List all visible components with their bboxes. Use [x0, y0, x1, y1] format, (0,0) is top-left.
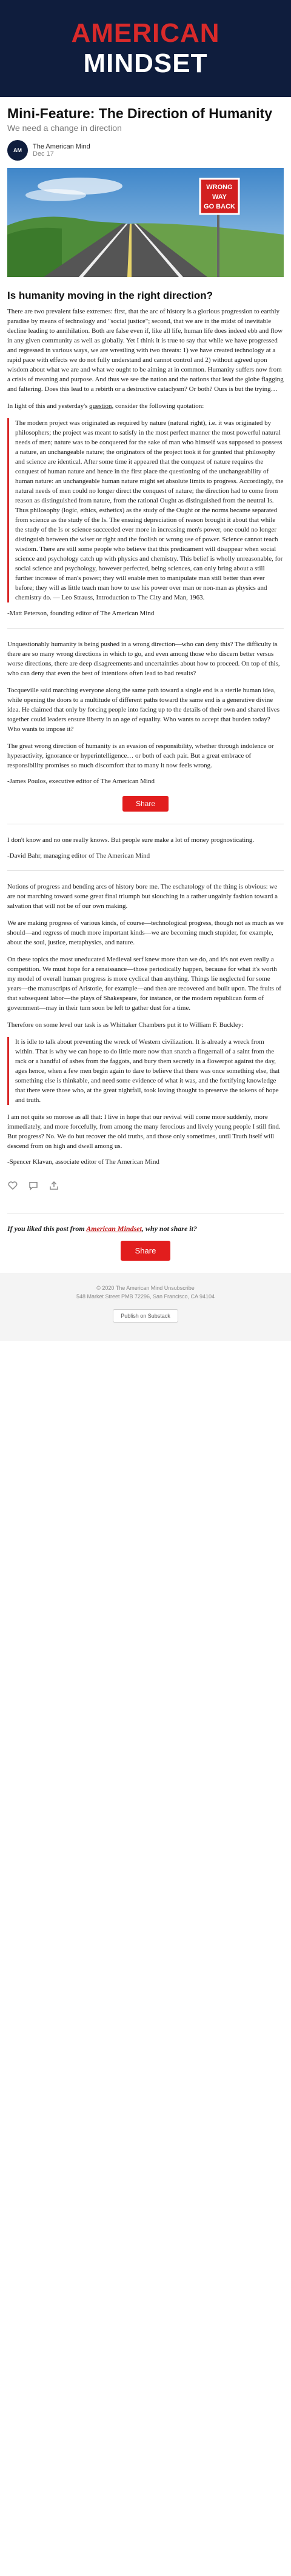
- masthead: [0, 0, 291, 97]
- comment-icon[interactable]: [28, 1180, 39, 1191]
- paragraph: [7, 401, 284, 411]
- quote-text: It is idle to talk about preventing the wreck of Western civilization. It is already a wreck from within. That is why we can hope to do little more now than snatch a fingernail of a saint from the rack or a handful of ashes from the faggots, and bury them secretly in a flowerpot against the day, ages hence, when a few men begin again to dare to believe that there was once something else, that something else is thinkable, and need some evidence of what it was, and the fortifying knowledge that there were those who, at the great nightfall, took loving thought to preserve the tokens of hope and truth.: [15, 1038, 280, 1104]
- avatar[interactable]: AM: [7, 140, 28, 161]
- quote-text: The modern project was originated as required by nature (natural right), i.e. it was originated by philosophers; the project was meant to satisfy in the most perfect manner the most powerful natural needs of men; nature was to be conquered for the sake of man who himself was supposed to possess a nature, an unchangeable nature; the originators of the project took it for granted that philosophy and science are identical. After some time it appeared that the conquest of nature requires the conquest of human nature and hence in the first place the questioning of the unchangeability of human nature: an unchangeable human nature might set absolute limits to progress. Accordingly, the natural needs of men could no longer direct the conquest of nature; the direction had to come from reason as distinguished from nature, from the rational Ought as distinguished from the neutral Is. Thus philosophy (logic, ethics, esthetics) as the study of the Ought or the norms became separated from science as the study of the Is. The ensuing depreciation of reason brought it about that while the study of the Is or science succeeded ever more in increasing men's power, one could no longer distinguish between the wiser or right and the foolish or wrong use of power. Science cannot teach wisdom. There are still some people who believe that this predicament will disappear when social science and psychology catch up with physics and chemistry. This belief is wholly unreasonable, for social science and psychology, however perfected, being sciences, can only bring about a still further increase of man's power; they will enable men to manipulate man still better than ever before; they will as little teach man how to use his power over man or non-man as physics and chemistry do. — Leo Strauss, Introduction to The City and Man, 1963.: [15, 419, 284, 601]
- byline: [7, 140, 284, 161]
- section-heading: Is humanity moving in the right direction?: [7, 290, 213, 301]
- masthead-line1: AMERICAN: [71, 18, 220, 48]
- paragraph: I don't know and no one really knows. But people sure make a lot of money prognosticating.: [7, 836, 255, 844]
- attribution: -Spencer Klavan, associate editor of The American Mind: [7, 1158, 159, 1166]
- question-link[interactable]: question: [89, 402, 112, 410]
- text-run: In light of this and yesterday's: [7, 402, 90, 410]
- divider: [7, 870, 284, 871]
- paragraph: Notions of progress and bending arcs of history bore me. The eschatology of the thing is obvious: we are not marching toward some great final triumph but slouching in a rather ungainly fashion toward a salvation that will not be of our own making.: [7, 883, 278, 910]
- attribution: -David Bahr, managing editor of The American Mind: [7, 852, 150, 859]
- publication-link[interactable]: American Mindset: [86, 1224, 142, 1233]
- share-prompt: [7, 1224, 284, 1233]
- post-title: Mini-Feature: The Direction of Humanity: [7, 105, 273, 121]
- paragraph: There are two prevalent false extremes: first, that the arc of history is a glorious progression to earthly paradise by means of technology and "social justice"; second, that we are in the midst of inevitable decline leading to annihilation. Both are false even if, like all life, human life does indeed ebb and flow in any given community as well as globally. Yet I think it is true to say that while we have progressed and regressed in various ways, we are wrestling with two threats: 1) we have created technology at a rapid pace with effects we do not fully understand and cannot control and 2) without agreed upon wisdom about what we are and what we ought to be aiming at in common. Humanity suffers now from a crisis of meaning and purpose. And thus we see the nation and the nations that lead the globe flagging and faltering. Does this lead to a rebirth or a destructive cataclysm? Or both? Ours is but the trying…: [7, 308, 284, 393]
- footer: [0, 1273, 291, 1341]
- author-name[interactable]: The American Mind: [33, 143, 90, 150]
- paragraph: On these topics the most uneducated Medieval serf knew more than we do, and it's not even really a competition. We must hope for a renaissance—those periodically happen, because for what it's worth my model of overall human progress is more cyclical than anything. Things lie neglected for some years—the manuscripts of Aristotle, for example—and then are recovered and built upon. The fruits of that subsequent labor—the plays of Shakespeare, for instance, or the modern republican form of government—may in their turn soon be left to gather dust for a time.: [7, 956, 281, 1012]
- address: 548 Market Street PMB 72296, San Francisco, CA 94104: [76, 1293, 215, 1300]
- post-date: Dec 17: [33, 150, 54, 158]
- blockquote: [7, 418, 284, 602]
- paragraph: Therefore on some level our task is as Whittaker Chambers put it to William F. Buckley:: [7, 1021, 244, 1029]
- hero-image: [7, 168, 284, 277]
- post-subtitle: We need a change in direction: [7, 123, 122, 133]
- text-run: , why not share it?: [141, 1224, 197, 1233]
- text-run: , consider the following quotation:: [112, 402, 204, 410]
- attribution: -Matt Peterson, founding editor of The American Mind: [7, 610, 155, 617]
- sign-line1: WRONG: [206, 184, 233, 191]
- publish-on-substack-button[interactable]: Publish on Substack: [113, 1309, 178, 1323]
- share-button[interactable]: Share: [122, 796, 169, 812]
- paragraph: Unquestionably humanity is being pushed in a wrong direction—who can deny this? The difficulty is there are so many wrong directions in which to go, and even among those who discern better versus worse directions, there are deep disagreements and uncertainties about how to proceed. On top of this, who can deny that even the best of intentions often lead to bad results?: [7, 641, 280, 677]
- text-run: If you liked this post from: [7, 1224, 87, 1233]
- post-actions: [7, 1176, 284, 1202]
- attribution: -James Poulos, executive editor of The American Mind: [7, 778, 155, 785]
- share-icon[interactable]: [48, 1180, 59, 1191]
- share-button-large[interactable]: Share: [121, 1241, 171, 1261]
- copyright: © 2020 The American Mind Unsubscribe: [96, 1285, 195, 1291]
- masthead-line2: MINDSET: [83, 48, 208, 78]
- sign-line3: GO BACK: [204, 203, 235, 210]
- paragraph: The great wrong direction of humanity is an evasion of responsibility, whether through indolence or hyperactivity, ignorance or hyperintelligence… or both of each pair. But a great embrace of responsibility promises so much discomfort that to many it now feels wrong.: [7, 742, 274, 769]
- paragraph: Tocqueville said marching everyone along the same path toward a single end is a sterile human idea, while opening the doors to a multitude of different paths toward the same end is a generative divine idea. He claimed that only by forcing people into facing up to the details of their own and shared lives together could leaders ensure liberty in an age of equality. Who wants to accept that burden today? Who wants to impose it?: [7, 687, 280, 733]
- sign-line2: WAY: [212, 193, 227, 201]
- paragraph: We are making progress of various kinds, of course—technological progress, though not as much as we should—and regress of much more important kinds—we are becoming much stupider, for example, about the soul, justice, metaphysics, and nature.: [7, 919, 284, 946]
- blockquote: [7, 1037, 284, 1105]
- paragraph: I am not quite so morose as all that: I live in hope that our revival will come more suddenly, more immediately, and more forcefully, from among the many ferocious and lively young people I still find. But progress? No. We do but recover the old truths, and those only sometimes, until Truth itself will descend from on high and dwell among us.: [7, 1113, 281, 1150]
- divider: [7, 628, 284, 629]
- heart-icon[interactable]: [7, 1180, 18, 1191]
